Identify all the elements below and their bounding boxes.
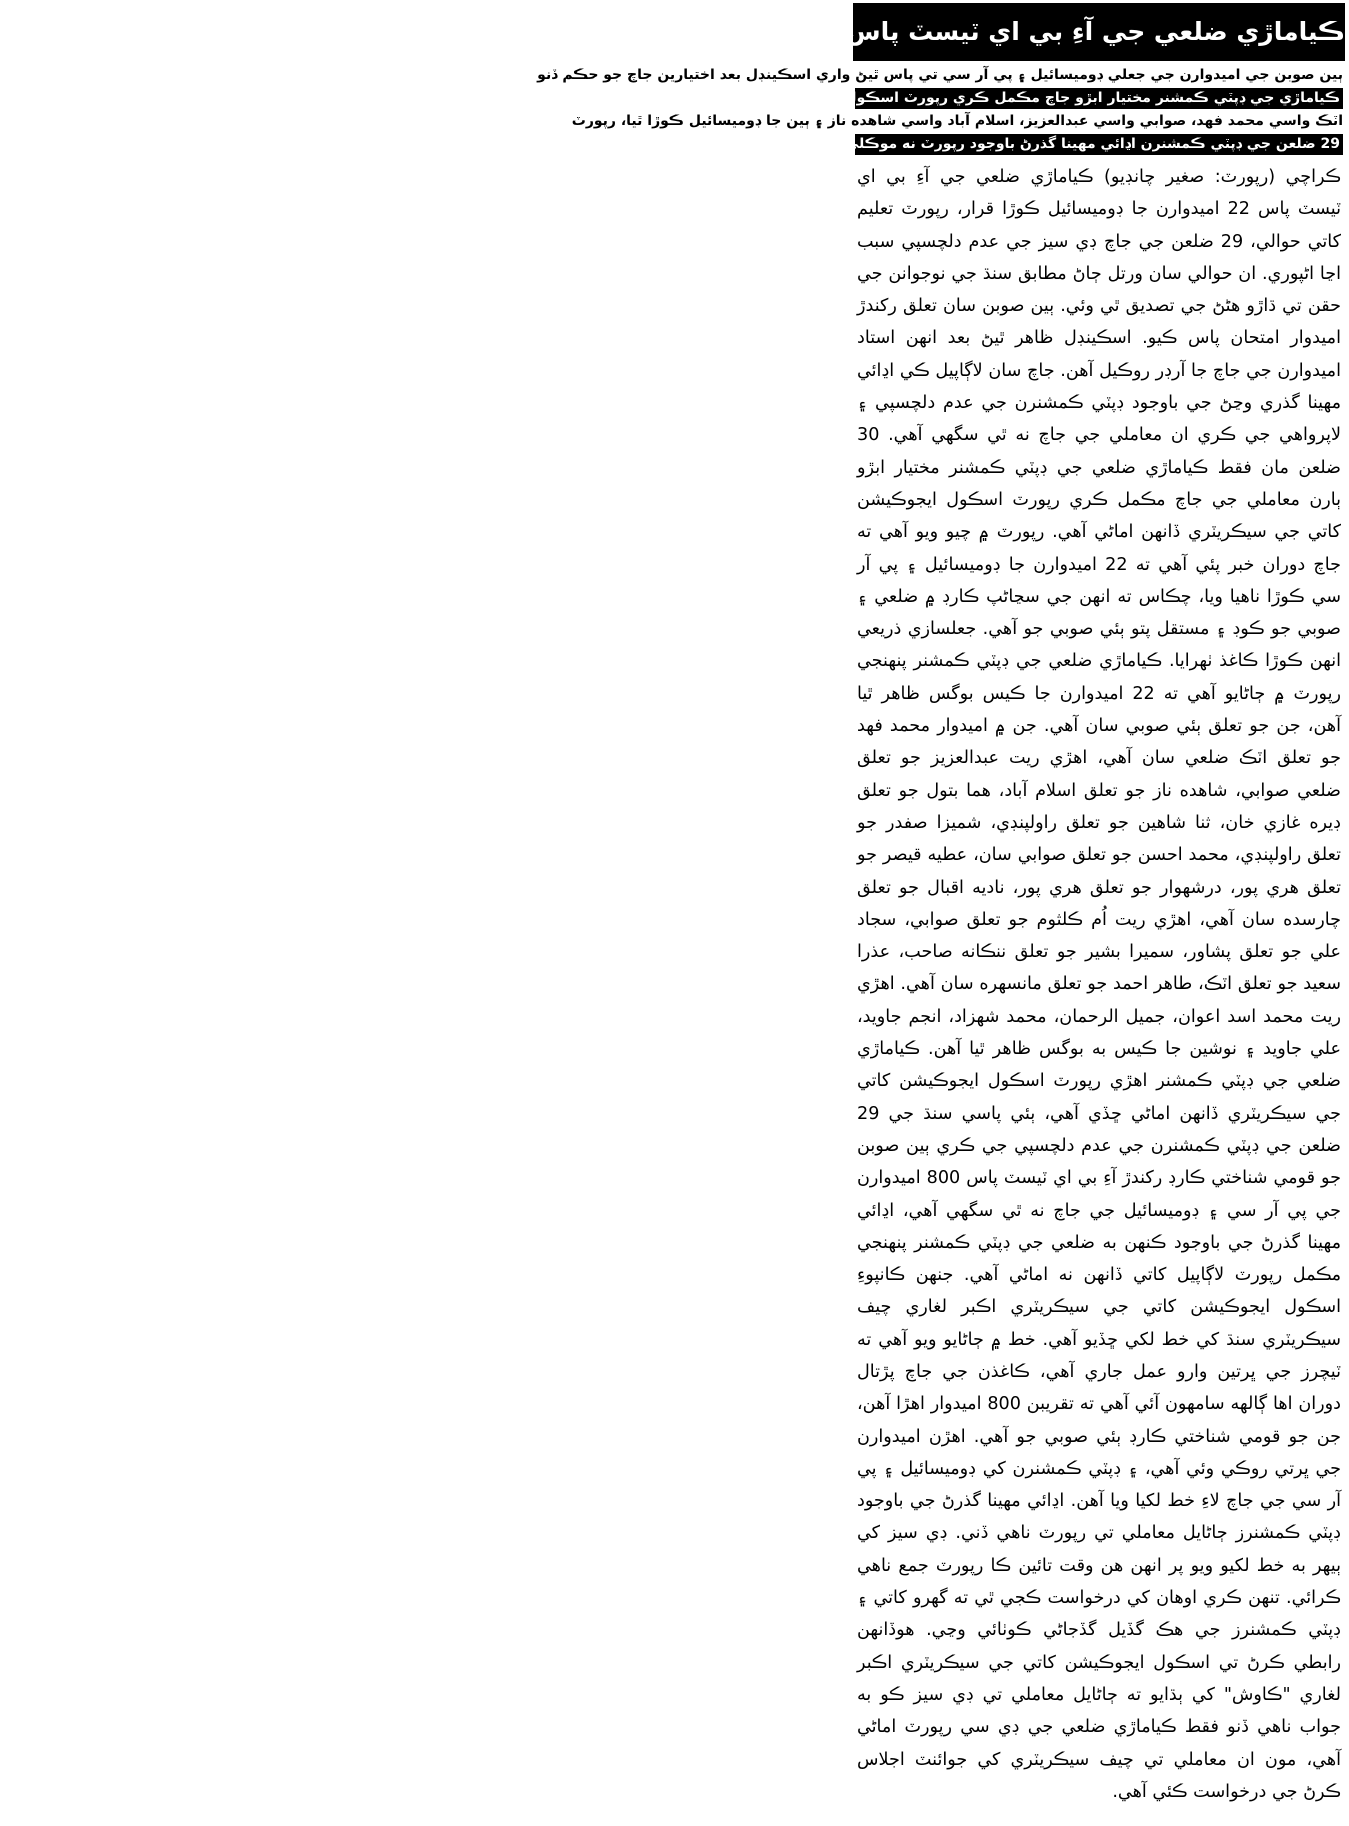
subheadline-4: 29 ضلعن جي ڊپٽي ڪمشنرن اڍائي مهينا گذرڻ باوجود رپورٽ نه موڪلي، ماسرن کي ڊي سي ايز کي جواب ڏيڻ لاءِ خط xyxy=(855,134,1343,155)
article-body: ڪراچي (رپورٽ: صغير چانڊيو) ڪياماڙي ضلعي جي آءِ بي اي ٽيسٽ پاس 22 اميدوارن جا ڊوميسائيل ڪوڙا قرار، رپورٽ تعليم کاتي حوالي، 29 ضلعن جي جاچ ڊي سيز جي عدم دلچسپي سبب اڃا اڻپوري. ان حوالي سان ورتل ڄاڻ مطابق سنڌ جي نوجوانن جي حقن تي ڌاڙو هڻڻ جي تصديق ٿي وئي. ٻين صوبن سان تعلق رکندڙ اميدوار امتحان پاس ڪيو. اسڪينڊل ظاهر ٿيڻ بعد انهن استاد اميدوارن جي جاچ جا آرڊر روڪيل آهن. جاچ سان لاڳاپيل ڪي اڍائي مهينا گذري وڃڻ جي باوجود ڊپٽي ڪمشنرن جي عدم دلچسپي ۽ لاپرواهي جي ڪري ان معاملي جي جاچ نه ٿي سگهي آهي. 30 ضلعن مان فقط ڪياماڙي ضلعي جي ڊپٽي ڪمشنر مختيار ابڙو ٻارن معاملي جي جاچ مڪمل ڪري رپورٽ اسڪول ايجوڪيشن کاتي جي سيڪريٽري ڏانهن اماڻي آهي. رپورٽ ۾ چيو ويو آهي ته جاچ دوران خبر پئي آهي ته 22 اميدوارن جا ڊوميسائيل ۽ پي آر سي ڪوڙا ناهيا ويا، چڪاس ته انهن جي سڃاڻپ ڪارڊ ۾ ضلعي ۽ صوبي جو ڪوڊ ۽ مستقل پتو ٻئي صوبي جو آهي. جعلسازي ذريعي انهن ڪوڙا ڪاغذ ٺهرايا. ڪياماڙي ضلعي جي ڊپٽي ڪمشنر پنهنجي رپورٽ ۾ ڄاڻايو آهي ته 22 اميدوارن جا ڪيس بوگس ظاهر ٿيا آهن، جن جو تعلق ٻئي صوبي سان آهي. جن ۾ اميدوار محمد فهد جو تعلق اٽڪ ضلعي سان آهي، اهڙي ريت عبدالعزيز جو تعلق ضلعي صوابي، شاهده ناز جو تعلق اسلام آباد، هما بتول جو تعلق ڊيره غازي خان، ثنا شاهين جو تعلق راولپنڊي، شميزا صفدر جو تعلق راولپنڊي، محمد احسن جو تعلق صوابي سان، عطيه قيصر جو تعلق هري پور، درشهوار جو تعلق هري پور، ناديه اقبال جو تعلق چارسده سان آهي، اهڙي ريت اُم ڪلثوم جو تعلق صوابي، سجاد علي جو تعلق پشاور، سميرا بشير جو تعلق ننڪانه صاحب، عذرا سعيد جو تعلق اٽڪ، طاهر احمد جو تعلق مانسهره سان آهي. اهڙي ريت محمد اسد اعوان، جميل الرحمان، محمد شهزاد، انجم جاويد، علي جاويد ۽ نوشين جا ڪيس به بوگس ظاهر ٿيا آهن. ڪياماڙي ضلعي جي ڊپٽي ڪمشنر اهڙي رپورٽ اسڪول ايجوڪيشن کاتي جي سيڪريٽري ڏانهن اماڻي ڇڏي آهي، ٻئي پاسي سنڌ جي 29 ضلعن جي ڊپٽي ڪمشنرن جي عدم دلچسپي جي ڪري ٻين صوبن جو قومي شناختي ڪارڊ رکندڙ آءِ بي اي ٽيسٽ پاس 800 اميدوارن جي پي آر سي ۽ ڊوميسائيل جي جاچ نه ٿي سگهي آهي، اڍائي مهينا گذرڻ جي باوجود ڪنهن به ضلعي جي ڊپٽي ڪمشنر پنهنجي مڪمل رپورٽ لاڳاپيل کاتي ڏانهن نه اماڻي آهي. جنهن ڪانپوءِ اسڪول ايجوڪيشن کاتي جي سيڪريٽري اڪبر لغاري چيف سيڪريٽري سنڌ کي خط لکي ڇڏيو آهي. خط ۾ ڄاڻايو ويو آهي ته ٽيچرز جي ڀرتين وارو عمل جاري آهي، ڪاغذن جي جاچ پڙتال دوران اها ڳالهه سامهون آئي آهي ته تقريبن 800 اميدوار اهڙا آهن، جن جو قومي شناختي ڪارڊ ٻئي صوبي جو آهي. اهڙن اميدوارن جي ڀرتي روڪي وئي آهي، ۽ ڊپٽي ڪمشنرن کي ڊوميسائيل ۽ پي آر سي جي جاچ لاءِ خط لکيا ويا آهن. اڍائي مهينا گذرڻ جي باوجود ڊپٽي ڪمشنرز ڄاڻايل معاملي تي رپورٽ ناهي ڏني. ڊي سيز کي ٻيهر به خط لکيو ويو پر انهن هن وقت تائين ڪا رپورٽ جمع ناهي ڪرائي. تنهن ڪري اوهان کي درخواست ڪجي ٿي ته گهرو کاتي ۽ ڊپٽي ڪمشنرز جي هڪ گڏيل گڏجاڻي ڪوٺائي وڃي. هوڏانهن رابطي ڪرڻ تي اسڪول ايجوڪيشن کاتي جي سيڪريٽري اڪبر لغاري "ڪاوش" کي ٻڌايو ته ڄاڻايل معاملي تي ڊي سيز ڪو به جواب ناهي ڏنو فقط ڪياماڙي ضلعي جي ڊي سي رپورٽ اماڻي آهي، مون ان معاملي تي چيف سيڪريٽري کي جوائنٽ اجلاس ڪرڻ جي درخواست ڪئي آهي. xyxy=(857,167,1341,1802)
subheadline-block xyxy=(495,65,1345,155)
subheadline-1: ٻين صوبن جي اميدوارن جي جعلي ڊوميسائيل ۽ پي آر سي تي پاس ٿيڻ واري اسڪينڊل بعد اختيارين جاچ جو حڪم ڏنو xyxy=(537,67,1343,83)
headline: ڪياماڙي ضلعي جي آءِ بي اي ٽيسٽ پاس 22 اميدوارن جا ڊوميسائيل ڪوڙا قرار، 29 ضلعن جي جاچ اڃا اڻپوري xyxy=(853,3,1345,61)
subheadline-2: ڪياماڙي جي ڊپٽي ڪمشنر مختيار ابڙو جاچ مڪمل ڪري رپورٽ اسڪول ايجوڪيشن کاتي جي سيڪريٽري کي موڪلي ڇڏي xyxy=(855,88,1343,109)
news-clipping xyxy=(0,3,1349,1826)
subheadline-3: اٽڪ واسي محمد فهد، صوابي واسي عبدالعزيز، اسلام آباد واسي شاهده ناز ۽ ٻين جا ڊوميسائيل ڪوڙا ٿيا، رپورٽ xyxy=(571,113,1343,129)
